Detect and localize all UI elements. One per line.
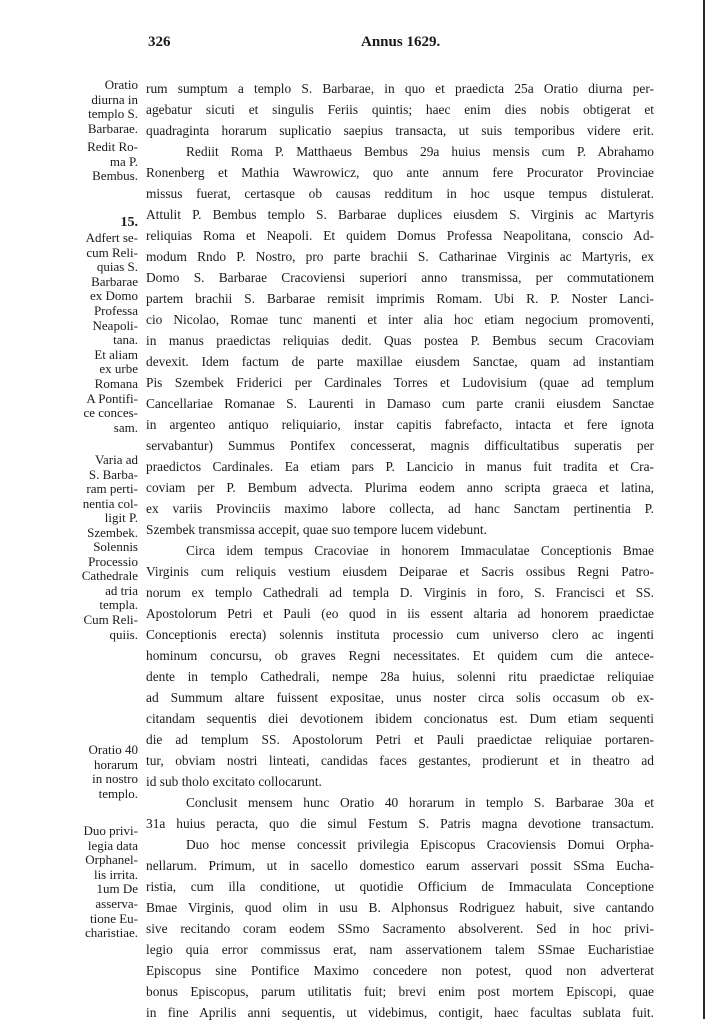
text-line: die ad templum SS. Apostolorum Petri et Pauli praedictae reliquiae portaren- xyxy=(146,732,654,747)
text-line: ex variis Provinciis maximo labore collecta, ad hanc Sanctam pertinentia P. xyxy=(146,501,654,516)
text-line: Conceptionis erecta) solennis instituta processio cum universo clero ac ingenti xyxy=(146,627,654,642)
text-line: agebatur sicuti et singulis Feriis quintis; haec enim dies nobis obtigerat et xyxy=(146,102,654,117)
text-line: missus fuerat, certasque ob causas redditum in hoc usque tempus distulerat. xyxy=(146,186,654,201)
text-line: Cancellariae Romanae S. Laurenti in Damaso cum parte cranii eiusdem Sanctae xyxy=(146,396,654,411)
text-line: praedictos Cardinales. Ea etiam pars P. Lancicio in manus fuit tradita et Cra- xyxy=(146,459,654,474)
text-line: Episcopus sine Pontifice Maximo concedere non potest, quod non adverterat xyxy=(146,963,654,978)
text-line: ristia, cum illa conditione, ut quotidie Officium de Immaculata Conceptione xyxy=(146,879,654,894)
text-line: Apostolorum Petri et Pauli (eo quod in iis essent altaria ad honorem praedictae xyxy=(146,606,654,621)
margin-note: Oratio diurna in templo S. Barbarae. xyxy=(87,77,138,136)
text-line: citandam sequentis diei devotionem ibidem concionatus est. Dum etiam sequenti xyxy=(146,711,654,726)
text-line: Rediit Roma P. Matthaeus Bembus 29a huius mensis cum P. Abrahamo xyxy=(186,144,654,159)
text-line: reliquias Roma et Neapoli. Et quidem Domus Professa Neapolitana, conscio Ad- xyxy=(146,228,654,243)
text-line: quadraginta horarum suplicatio saepius transacta, ut suis temporibus videre erit. xyxy=(146,123,654,138)
text-line: in fine Aprilis anni sequentis, ut videbimus, contigit, haec facultas sublata fuit. xyxy=(146,1005,654,1020)
margin-note: 15. xyxy=(120,215,138,230)
page-number: 326 xyxy=(148,34,171,50)
text-line: dente in templo Cathedrali, nempe 28a huius, solenni ritu praedictae reliquiae xyxy=(146,669,654,684)
text-line: id sub tholo excitato collocarunt. xyxy=(146,774,322,789)
text-line: Virginis cum reliquis vestium eiusdem Deiparae et Sacris ossibus Regni Patro- xyxy=(146,564,654,579)
text-line: Szembek transmissa accepit, quae suo tempore lucem videbunt. xyxy=(146,522,487,537)
text-line: modum Rndo P. Nostro, pro parte brachii S. Catharinae Virginis ac Martyris, ex xyxy=(146,249,654,264)
text-line: Bmae Virginis, quod olim in usu B. Alphonsus Rodriguez habuit, sive cantando xyxy=(146,900,654,915)
text-line: norum ex templo Cathedrali ad templa D. Virginis in foro, S. Francisci et SS. xyxy=(146,585,654,600)
text-line: coviam per P. Bembum advecta. Plurima eodem anno scripta graeca et latina, xyxy=(146,480,654,495)
text-line: bonus Episcopus, parum utilitatis fuit; brevi enim post mortem Episcopi, quae xyxy=(146,984,654,999)
margin-note: Varia ad S. Barba- ram perti- nentia col- ligit P. Szembek. xyxy=(82,452,138,540)
page-edge-rule xyxy=(703,0,705,1019)
margin-note: Adfert se- cum Reli- quias S. Barbarae ex Domo Professa Neapoli- tana. Et aliam ex urbe Romana A Pontifi- ce conces- sam. xyxy=(83,230,138,435)
text-line: servabantur) Summus Pontifex concesserat, magnis difficultatibus superatis per xyxy=(146,438,654,453)
text-line: legio quia error commissus erat, nam asservationem talem SSmae Eucharistiae xyxy=(146,942,654,957)
text-line: rum sumptum a templo S. Barbarae, in quo et praedicta 25a Oratio diurna per- xyxy=(146,81,654,96)
text-line: Duo hoc mense concessit privilegia Episcopus Cracoviensis Domui Orpha- xyxy=(186,837,654,852)
text-line: Domo S. Barbarae Cracoviensi superiori anno transmissa, per commutationem xyxy=(146,270,654,285)
text-line: hominum concursu, ob graves Regni necessitates. Et quidem cum die antece- xyxy=(146,648,654,663)
text-line: ad Summum altare fuissent expositae, unus noster circa solis occasum ob ex- xyxy=(146,690,654,705)
text-line: Ronenberg et Mathia Wawrowicz, quo ante annum fere Procurator Provinciae xyxy=(146,165,654,180)
text-line: Conclusit mensem hunc Oratio 40 horarum in templo S. Barbarae 30a et xyxy=(186,795,654,810)
margin-note: Duo privi- legia data Orphanel- lis irrita. 1um De asserva- tione Eu- charistiae. xyxy=(83,823,138,941)
text-line: sive recitando coram eodem SSmo Sacramento absolverent. Sed in hoc privi- xyxy=(146,921,654,936)
text-line: Pis Szembek Friderici per Cardinales Torres et Ludovisium (quae ad templum xyxy=(146,375,654,390)
margin-note: Oratio 40 horarum in nostro templo. xyxy=(88,742,138,801)
text-line: nellarum. Primum, ut in sacello domestico earum asservari possit SSma Eucha- xyxy=(146,858,654,873)
text-line: in manus praedictas reliquias dedit. Quas postea P. Bembus secum Cracoviam xyxy=(146,333,654,348)
text-line: in argenteo antiquo reliquiario, instar capitis fabrefacto, intacta et fere ignota xyxy=(146,417,654,432)
text-line: tur, obviam nostri linteati, candidas faces gestantes, prodierunt et in theatro ad xyxy=(146,753,654,768)
text-line: Circa idem tempus Cracoviae in honorem Immaculatae Conceptionis Bmae xyxy=(186,543,654,558)
text-line: devexit. Idem factum de parte maxillae eiusdem Sanctae, quam ad instantiam xyxy=(146,354,654,369)
text-line: partem brachii S. Barbarae remisit imprimis Romam. Ubi R. P. Noster Lanci- xyxy=(146,291,654,306)
text-line: cio Nicolao, Romae tunc manenti et inter alia hoc etiam negocium promoventi, xyxy=(146,312,654,327)
text-line: 31a huius peracta, quo die simul Festum S. Patris magna devotione transactum. xyxy=(146,816,654,831)
text-line: Attulit P. Bembus templo S. Barbarae duplices eiusdem S. Virginis ac Martyris xyxy=(146,207,654,222)
margin-note: Solennis Processio Cathedrale ad tria templa. Cum Reli- quiis. xyxy=(81,539,138,642)
running-title: Annus 1629. xyxy=(361,34,441,50)
margin-note: Redit Ro- ma P. Bembus. xyxy=(87,139,138,184)
